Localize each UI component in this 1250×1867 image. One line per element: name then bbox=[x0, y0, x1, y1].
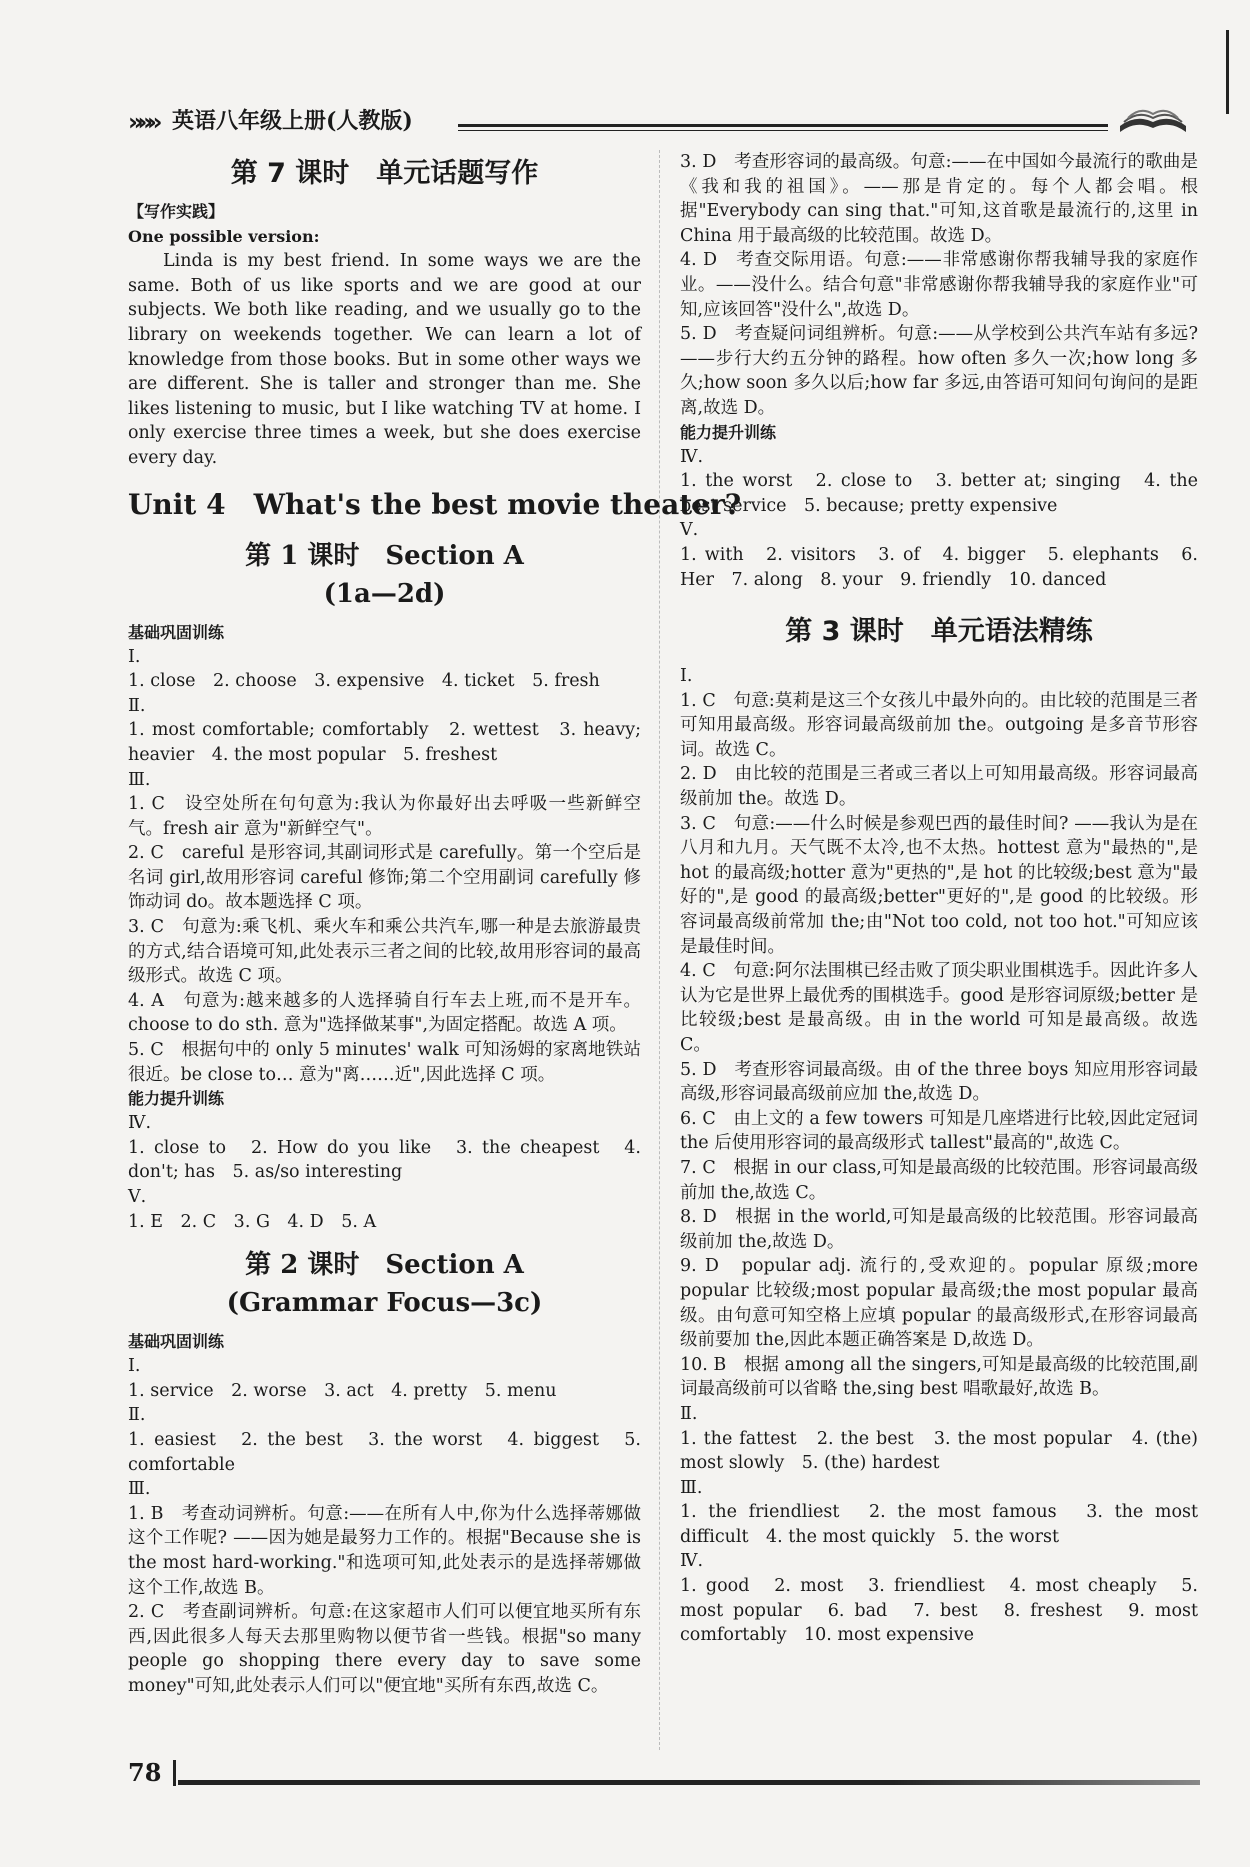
answer-item: 3. C 句意为:乘飞机、乘火车和乘公共汽车,哪一种是去旅游最贵的方式,结合语境可知,此处表示三者之间的比较,故用形容词的最高级形式。故选 C 项。 bbox=[128, 917, 641, 987]
open-book-icon bbox=[1118, 96, 1188, 136]
part-4-label: Ⅳ. bbox=[128, 1113, 152, 1134]
part-5-label: Ⅴ. bbox=[680, 520, 699, 541]
part-4-label: Ⅳ. bbox=[680, 1551, 704, 1572]
part-5-answers: 1. E 2. C 3. G 4. D 5. A bbox=[128, 1211, 377, 1232]
answer-item: 4. A 句意为:越来越多的人选择骑自行车去上班,而不是开车。choose to do sth. 意为"选择做某事",为固定搭配。故选 A 项。 bbox=[128, 990, 641, 1036]
part-2-answers: 1. the fattest 2. the best 3. the most popular 4. (the) most slowly 5. (the) hardest bbox=[680, 1428, 1198, 1474]
part-2-answers: 1. easiest 2. the best 3. the worst 4. biggest 5. comfortable bbox=[128, 1429, 641, 1475]
answer-item: 4. C 句意:阿尔法围棋已经击败了顶尖职业围棋选手。因此许多人认为它是世界上最优秀的围棋选手。good 是形容词原级;better 是比较级;best 是最高级。由 in the world 可知是最高级。故选 C。 bbox=[680, 961, 1198, 1055]
part-4-answers: 1. the worst 2. close to 3. better at; singing 4. the best service 5. because; pretty expensive bbox=[680, 471, 1198, 516]
answer-item: 2. C 考查副词辨析。句意:在这家超市人们可以便宜地买所有东西,因此很多人每天去那里购物以便节省一些钱。根据"so many people go shopping there every day to save some money"可知,此处表示人们可以"便宜地"买所有东西,故选 C。 bbox=[128, 1602, 641, 1696]
answer-item: 5. C 根据句中的 only 5 minutes' walk 可知汤姆的家离地铁站很近。be close to… 意为"离……近",因此选择 C 项。 bbox=[128, 1040, 641, 1085]
answer-item: 2. C careful 是形容词,其副词形式是 carefully。第一个空后是名词 girl,故用形容词 careful 修饰;第二个空用副词 carefully 修饰动词 do。故本题选择 C 项。 bbox=[128, 843, 641, 913]
part-1-label: Ⅰ. bbox=[128, 646, 141, 667]
advanced-training-heading: 能力提升训练 bbox=[128, 1089, 225, 1109]
part-2-label: Ⅱ. bbox=[128, 1405, 146, 1426]
part-4-answers: 1. good 2. most 3. friendliest 4. most cheaply 5. most popular 6. bad 7. best 8. freshest 9. most comfortably 10. most expensive bbox=[680, 1576, 1198, 1646]
lesson-1-title: 第 1 课时 Section A bbox=[245, 540, 524, 571]
chevrons-icon: »»» bbox=[128, 108, 157, 136]
answer-item: 2. D 由比较的范围是三者或三者以上可知用最高级。形容词最高级前加 the。故选 D。 bbox=[680, 764, 1198, 810]
answer-item: 1. C 设空处所在句句意为:我认为你最好出去呼吸一些新鲜空气。fresh air 意为"新鲜空气"。 bbox=[128, 794, 641, 839]
unit-title: Unit 4 What's the best movie theater? bbox=[128, 487, 742, 521]
sample-essay: Linda is my best friend. In some ways we are the same. Both of us like sports and we are good at our subjects. We both like reading, and we usually go to the library on weekends together. We can learn a lot of knowledge from those books. But in some other ways we are different. She is taller and stronger than me. She likes listening to music, but I like watching TV at home. I only exercise three times a week, but she does exercise every day. bbox=[128, 251, 641, 468]
answer-item: 10. B 根据 among all the singers,可知是最高级的比较范围,副词最高级前可以省略 the,sing best 唱歌最好,故选 B。 bbox=[680, 1354, 1198, 1400]
page-number: 78 bbox=[128, 1758, 162, 1787]
answer-item: 5. D 考查形容词最高级。由 of the three boys 知应用形容词最高级,形容词最高级前应加 the,故选 D。 bbox=[680, 1059, 1198, 1105]
part-1-label: Ⅰ. bbox=[680, 666, 693, 687]
basic-training-heading: 基础巩固训练 bbox=[128, 622, 225, 642]
part-2-answers: 1. most comfortable; comfortably 2. wettest 3. heavy; heavier 4. the most popular 5. freshest bbox=[128, 720, 641, 765]
answer-item: 3. D 考查形容词的最高级。句意:——在中国如今最流行的歌曲是《我和我的祖国》。——那是肯定的。每个人都会唱。根据"Everybody can sing that."可知,这首歌是最流行的,这里 in China 用于最高级的比较范围。故选 D。 bbox=[680, 152, 1198, 246]
basic-training-heading: 基础巩固训练 bbox=[128, 1332, 225, 1352]
answer-item: 4. D 考查交际用语。句意:——非常感谢你帮我辅导我的家庭作业。——没什么。结合句意"非常感谢你帮我辅导我的家庭作业"可知,应该回答"没什么",故选 D。 bbox=[680, 250, 1198, 320]
answer-item: 3. C 句意:——什么时候是参观巴西的最佳时间? ——我认为是在八月和九月。天气既不太冷,也不太热。hottest 意为"最热的",是 hot 的最高级;hotter 意为"更热的",是 hot 的比较级;best 意为"最好的",是 good 的最高级;better"更好的",是 good 的比较级。形容词最高级前常加 the;由"Not too cold, not too hot."可知应该是最佳时间。 bbox=[680, 813, 1198, 957]
possible-version-label: One possible version: bbox=[128, 226, 320, 246]
column-divider bbox=[659, 150, 661, 1750]
page-header bbox=[128, 104, 1188, 134]
part-3-answers: 1. the friendliest 2. the most famous 3. the most difficult 4. the most quickly 5. the worst bbox=[680, 1502, 1198, 1547]
writing-practice-label: 【写作实践】 bbox=[128, 202, 225, 221]
header-title: 英语八年级上册(人教版) bbox=[172, 108, 413, 134]
footer-bar bbox=[173, 1760, 176, 1786]
part-3-label: Ⅲ. bbox=[680, 1477, 703, 1498]
edge-bar bbox=[1226, 30, 1229, 114]
part-4-answers: 1. close to 2. How do you like 3. the cheapest 4. don't; has 5. as/so interesting bbox=[128, 1137, 641, 1183]
answer-item: 1. C 句意:莫莉是这三个女孩儿中最外向的。由比较的范围是三者可知用最高级。形容词最高级前加 the。outgoing 是多音节形容词。故选 C。 bbox=[680, 690, 1198, 760]
header-rule-thin bbox=[458, 130, 1108, 131]
part-2-label: Ⅱ. bbox=[680, 1403, 698, 1424]
answer-item: 1. B 考查动词辨析。句意:——在所有人中,你为什么选择蒂娜做这个工作呢? ——因为她是最努力工作的。根据"Because she is the most hard-working."和选项可知,此处表示的是选择蒂娜做这个工作,故选 B。 bbox=[128, 1503, 641, 1598]
header-rule bbox=[458, 124, 1108, 127]
advanced-training-heading: 能力提升训练 bbox=[680, 422, 777, 442]
part-1-answers: 1. close 2. choose 3. expensive 4. ticket 5. fresh bbox=[128, 671, 600, 692]
lesson-3-title: 第 3 课时 单元语法精练 bbox=[785, 616, 1093, 648]
lesson-2-subtitle: (Grammar Focus—3c) bbox=[226, 1288, 543, 1319]
lesson-1-subtitle: (1a—2d) bbox=[323, 578, 446, 609]
right-column bbox=[680, 150, 1198, 1648]
part-2-label: Ⅱ. bbox=[128, 695, 146, 716]
lesson-7-title: 第 7 课时 单元话题写作 bbox=[230, 158, 539, 189]
part-1-label: Ⅰ. bbox=[128, 1356, 141, 1377]
part-3-label: Ⅲ. bbox=[128, 1479, 151, 1500]
answer-item: 8. D 根据 in the world,可知是最高级的比较范围。形容词最高级前加 the,故选 D。 bbox=[680, 1207, 1198, 1252]
left-column bbox=[128, 150, 742, 1699]
answer-item: 9. D popular adj. 流行的,受欢迎的。popular 原级;more popular 比较级;most popular 最高级;the most popular 最高级。由句意可知空格上应填 popular 的最高级形式,在形容词最高级前要加 the,因此本题正确答案是 D,故选 D。 bbox=[680, 1256, 1198, 1351]
answer-item: 6. C 由上文的 a few towers 可知是几座塔进行比较,因此定冠词 the 后使用形容词的最高级形式 tallest"最高的",故选 C。 bbox=[680, 1108, 1198, 1154]
part-5-label: Ⅴ. bbox=[128, 1187, 147, 1207]
page-footer bbox=[128, 1758, 1200, 1788]
answer-item: 7. C 根据 in our class,可知是最高级的比较范围。形容词最高级前加 the,故选 C。 bbox=[680, 1157, 1198, 1203]
part-4-label: Ⅳ. bbox=[680, 446, 704, 467]
footer-rule bbox=[178, 1780, 1200, 1785]
part-3-label: Ⅲ. bbox=[128, 769, 151, 790]
answer-item: 5. D 考查疑问词组辨析。句意:——从学校到公共汽车站有多远? ——步行大约五分钟的路程。how often 多久一次;how long 多久;how soon 多久以后;how far 多远,由答语可知问句询问的是距离,故选 D。 bbox=[680, 324, 1198, 418]
part-1-answers: 1. service 2. worse 3. act 4. pretty 5. menu bbox=[128, 1380, 557, 1401]
lesson-2-title: 第 2 课时 Section A bbox=[245, 1250, 524, 1281]
part-5-answers: 1. with 2. visitors 3. of 4. bigger 5. elephants 6. Her 7. along 8. your 9. friendly 10. danced bbox=[680, 544, 1198, 590]
